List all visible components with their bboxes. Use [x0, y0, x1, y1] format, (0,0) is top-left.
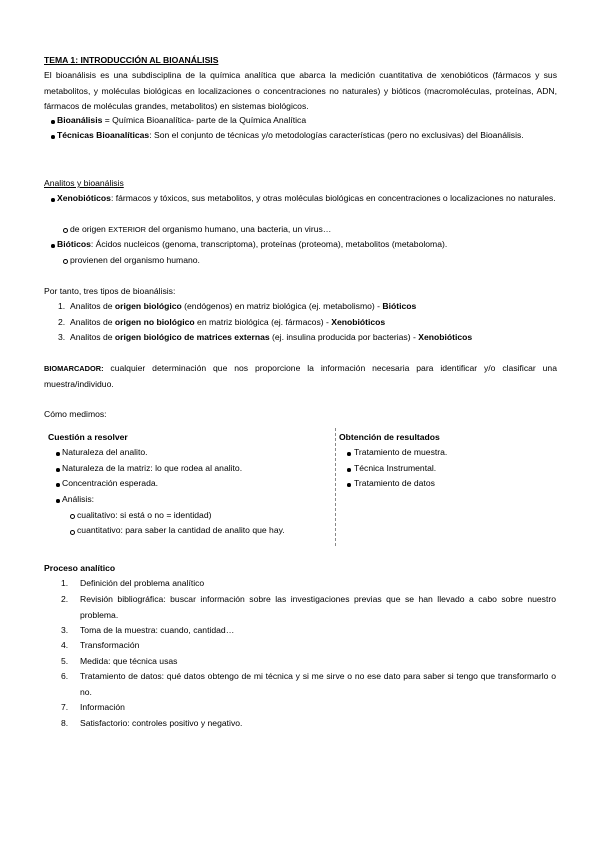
tipo-text: (endógenos) en matriz biológica (ej. metabolismo) -	[181, 301, 383, 311]
biomarcador-term: BIOMARCADOR:	[44, 364, 104, 373]
proceso-item: Revisión bibliográfica: buscar información sobre las investigaciones previas que se han llevado a cabo sobre nuestro problema.	[80, 594, 556, 620]
proceso-item: Satisfactorio: controles positivo y negativo.	[80, 718, 243, 728]
proceso-item: Definición del problema analítico	[80, 578, 205, 588]
def-tecnicas	[57, 128, 556, 144]
tipo-text: Analitos de	[70, 301, 115, 311]
tipo-bold: origen biológico	[114, 301, 182, 311]
left-column-item: Naturaleza del analito.	[62, 447, 148, 457]
tipo-result: Xenobióticos	[331, 317, 386, 327]
xeno-sub-text: de origen	[70, 224, 109, 234]
tipo-text: (ej. insulina producida por bacterias) -	[269, 332, 419, 342]
tipo-item	[70, 315, 385, 331]
bullet-icon	[51, 120, 55, 124]
list-number: 5.	[61, 656, 69, 666]
list-number: 3.	[61, 625, 69, 635]
def-term: Técnicas Bioanalíticas	[57, 130, 150, 140]
list-number: 2.	[61, 594, 69, 604]
como-medimos-heading: Cómo medimos:	[44, 409, 107, 419]
bio-subitem: provienen del organismo humano.	[70, 255, 200, 265]
bullet-icon	[56, 452, 60, 456]
xeno-subitem	[70, 222, 331, 238]
list-number: 2.	[58, 317, 66, 327]
right-column-item: Tratamiento de muestra.	[354, 447, 448, 457]
analitos-heading: Analitos y bioanálisis	[44, 178, 124, 188]
list-number: 4.	[61, 640, 69, 650]
bullet-icon	[56, 468, 60, 472]
xeno-sub-text: del organismo humano, una bacteria, un virus…	[146, 224, 332, 234]
tipo-result: Bióticos	[382, 301, 417, 311]
analisis-subitem: cuantitativo: para saber la cantidad de analito que hay.	[77, 525, 285, 535]
list-number: 6.	[61, 671, 69, 681]
tipo-result: Xenobióticos	[418, 332, 473, 342]
xeno-sub-caps: EXTERIOR	[108, 225, 147, 234]
bioticos-item	[57, 237, 447, 253]
list-number: 1.	[58, 301, 66, 311]
left-column-item: Análisis:	[62, 494, 94, 504]
xeno-term: Xenobióticos	[57, 193, 111, 203]
tipo-item	[70, 299, 416, 315]
bio-term: Bióticos	[57, 239, 91, 249]
bullet-icon	[347, 483, 351, 487]
intro-paragraph: El bioanálisis es una subdisciplina de la química analítica que abarca la medición cuantitativa de xenobióticos (fármacos y sus metabolitos, y moléculas biológicas en localizaciones o concentraciones no naturales) y bióticos (macromoléculas, proteínas, ADN, fármacos de moléculas grandes, metabolitos) en sistemas biológicos.	[44, 70, 557, 112]
proceso-item: Toma de la muestra: cuando, cantidad…	[80, 625, 235, 635]
left-column-heading: Cuestión a resolver	[48, 432, 128, 442]
tipo-text: Analitos de	[70, 317, 115, 327]
list-number: 3.	[58, 332, 66, 342]
left-column-item: Concentración esperada.	[62, 478, 159, 488]
right-column-heading: Obtención de resultados	[339, 432, 440, 442]
right-column-item: Técnica Instrumental.	[354, 463, 437, 473]
tipo-item	[70, 330, 472, 346]
bullet-icon	[56, 499, 60, 503]
list-number: 8.	[61, 718, 69, 728]
bullet-icon	[51, 135, 55, 139]
column-divider	[335, 428, 336, 546]
page-title: TEMA 1: INTRODUCCIÓN AL BIOANÁLISIS	[44, 55, 219, 65]
tipo-bold: origen biológico de matrices externas	[114, 332, 270, 342]
proceso-item: Medida: que técnica usas	[80, 656, 178, 666]
bullet-icon	[347, 452, 351, 456]
bullet-icon	[51, 198, 55, 202]
proceso-item: Información	[80, 702, 125, 712]
list-number: 7.	[61, 702, 69, 712]
circle-bullet-icon	[70, 514, 75, 519]
analisis-subitem: cualitativo: si está o no = identidad)	[77, 510, 212, 520]
circle-bullet-icon	[63, 228, 68, 233]
def-text: : Son el conjunto de técnicas y/o metodologías características (pero no exclusivas) del Bioanálisis.	[149, 130, 524, 140]
def-text: = Química Bioanalítica- parte de la Química Analítica	[102, 115, 307, 125]
proceso-heading: Proceso analítico	[44, 563, 116, 573]
bio-text: : Ácidos nucleicos (genoma, transcriptoma), proteínas (proteoma), metabolitos (metaboloma).	[90, 239, 448, 249]
def-bioanalisis	[57, 113, 306, 129]
tipo-text: Analitos de	[70, 332, 115, 342]
right-column-item: Tratamiento de datos	[354, 478, 435, 488]
circle-bullet-icon	[63, 259, 68, 264]
circle-bullet-icon	[70, 530, 75, 535]
tipos-heading: Por tanto, tres tipos de bioanálisis:	[44, 286, 176, 296]
def-term: Bioanálisis	[57, 115, 103, 125]
tipo-text: en matriz biológica (ej. fármacos) -	[194, 317, 332, 327]
tipo-bold: origen no biológico	[114, 317, 195, 327]
xenobioticos-item	[57, 191, 556, 207]
bullet-icon	[51, 244, 55, 248]
left-column-item: Naturaleza de la matriz: lo que rodea al analito.	[62, 463, 243, 473]
biomarcador-paragraph	[44, 361, 557, 392]
bullet-icon	[347, 468, 351, 472]
biomarcador-text: cualquier determinación que nos proporcione la información necesaria para identificar y/o clasificar una muestra/individuo.	[44, 363, 557, 389]
xeno-text: : fármacos y tóxicos, sus metabolitos, y otras moléculas biológicas en concentraciones o localizaciones no naturales.	[110, 193, 556, 203]
proceso-item: Tratamiento de datos: qué datos obtengo de mi técnica y si me sirve o no ese dato para saber si tengo que transformarlo o no.	[80, 671, 556, 697]
list-number: 1.	[61, 578, 69, 588]
proceso-item: Transformación	[80, 640, 140, 650]
bullet-icon	[56, 483, 60, 487]
